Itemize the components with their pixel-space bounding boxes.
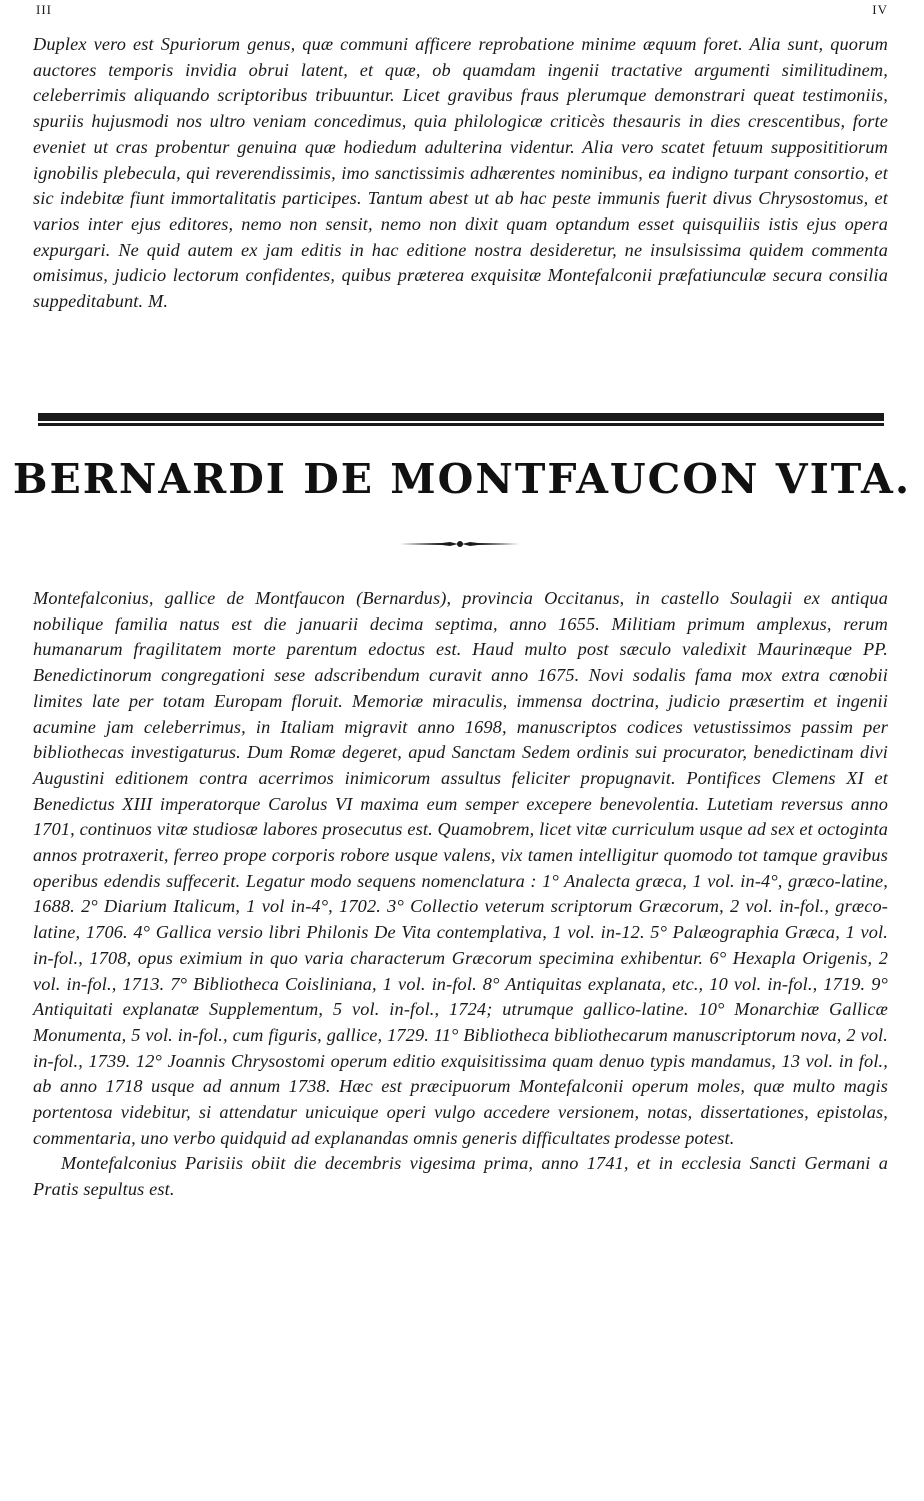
preface-section [33,32,888,315]
vita-paragraph-death: Montefalconius Parisiis obiit die decembris vigesima prima, anno 1741, et in ecclesia Sancti Germani a Pratis sepultus est. [33,1153,888,1200]
divider-thick-line [38,413,884,421]
vita-section [33,586,888,1203]
preface-paragraph: Duplex vero est Spuriorum genus, quæ communi afficere reprobatione minime æquum foret. Alia sunt, quorum auctores temporis invidia obrui latent, et quæ, ob quamdam ingenii tractative argumenti similitudinem, celeberrimis aliquando scriptoribus tribuuntur. Licet gravibus fraus plerumque demonstrari queat testimoniis, spuriis hujusmodi nos ultro veniam concedimus, quia philologicæ criticès thesauris in dies crescentibus, forte eveniet ut cras probentur genuina quæ hodiedum adulterina videntur. Alia vero scatet fetuum supposititiorum ignobilis plebecula, qui reverendissimis, imo sanctissimis adhærentes nominibus, ea indigno turpant consortio, et sic indebitæ fiunt immortalitatis participes. Tantum abest ut ab hac peste immunis fuerit divus Chrysostomus, et varios inter ejus editores, nemo non sensit, nemo non dixit quam optandum esset quisquiliis istis ejus opera expurgari. Ne quid autem ex jam editis in hac editione nostra desideretur, ne insulsissima quidem commenta omisimus, judicio lectorum confidentes, quibus præterea exquisitæ Montefalconii præfatiunculæ secura consilia suppeditabunt. M. [33,34,888,312]
vita-paragraph-main: Montefalconius, gallice de Montfaucon (Bernardus), provincia Occitanus, in castello Soulagii ex antiqua nobilique familia natus est die januarii decima septima, anno 1655. Militiam primum amplexus, rerum humanarum fragilitatem morte parentum edoctus est. Haud multo post sæculo valedixit Maurinæque PP. Benedictinorum congregationi sese adscribendum curavit anno 1675. Novi sodalis fama mox extra cœnobii limites late per totam Europam floruit. Memoriæ miraculis, immensa doctrina, judicio præsertim et ingenii acumine jam celeberrimus, in Italiam migravit anno 1698, manuscriptos codices vetustissimos passim per bibliothecas investigaturus. Dum Romæ degeret, apud Sanctam Sedem ordinis sui procurator, benedictinam divi Augustini editionem contra acerrimos inimicorum assultus feliciter propugnavit. Pontifices Clemens XI et Benedictus XIII imperatorque Carolus VI maxima eum semper excepere benevolentia. Lutetiam reversus anno 1701, continuos vitæ studiosæ labores prosecutus est. Quamobrem, licet vitæ curriculum usque ad sex et octoginta annos protraxerit, ferreo prope corporis robore usque valens, vix tamen intelligitur quomodo tot tamque gravibus operibus edendis suffecerit. Legatur modo sequens nomenclatura : 1° Analecta græca, 1 vol. in-4°, græco-latine, 1688. 2° Diarium Italicum, 1 vol in-4°, 1702. 3° Collectio veterum scriptorum Græcorum, 2 vol. in-fol., græco-latine, 1706. 4° Gallica versio libri Philonis De Vita contemplativa, 1 vol. in-12. 5° Palæographia Græca, 1 vol. in-fol., 1708, opus eximium in quo varia characterum Græcorum specimina exhibentur. 6° Hexapla Origenis, 2 vol. in-fol., 1713. 7° Bibliotheca Coisliniana, 1 vol. in-fol. 8° Antiquitas explanata, etc., 10 vol. in-fol., 1719. 9° Antiquitati explanatæ Supplementum, 5 vol. in-fol., 1724; utrumque gallico-latine. 10° Monarchiæ Gallicæ Monumenta, 5 vol. in-fol., cum figuris, gallice, 1729. 11° Bibliotheca bibliothecarum manuscriptorum nova, 2 vol. in-fol., 1739. 12° Joannis Chrysostomi operum editio exquisitissima quam denuo typis mandamus, 13 vol. in fol., ab anno 1718 usque ad annum 1738. Hæc est præcipuorum Montefalconii operum moles, quæ multo magis portentosa videbitur, si attendatur unicuique operi vulgo accedere versionem, notas, dissertationes, epistolas, commentaria, uno verbo quidquid ad explanandas omnis generis difficultates prodesse potest. [33,588,888,1148]
page-number-right: IV [872,2,888,17]
section-title: BERNARDI DE MONTFAUCON VITA. [12,455,912,503]
page-number-left: III [36,2,52,17]
page-header [36,2,888,22]
ornament-dash-icon [398,537,522,551]
section-divider-rule [38,413,884,426]
divider-thin-line [38,423,884,426]
